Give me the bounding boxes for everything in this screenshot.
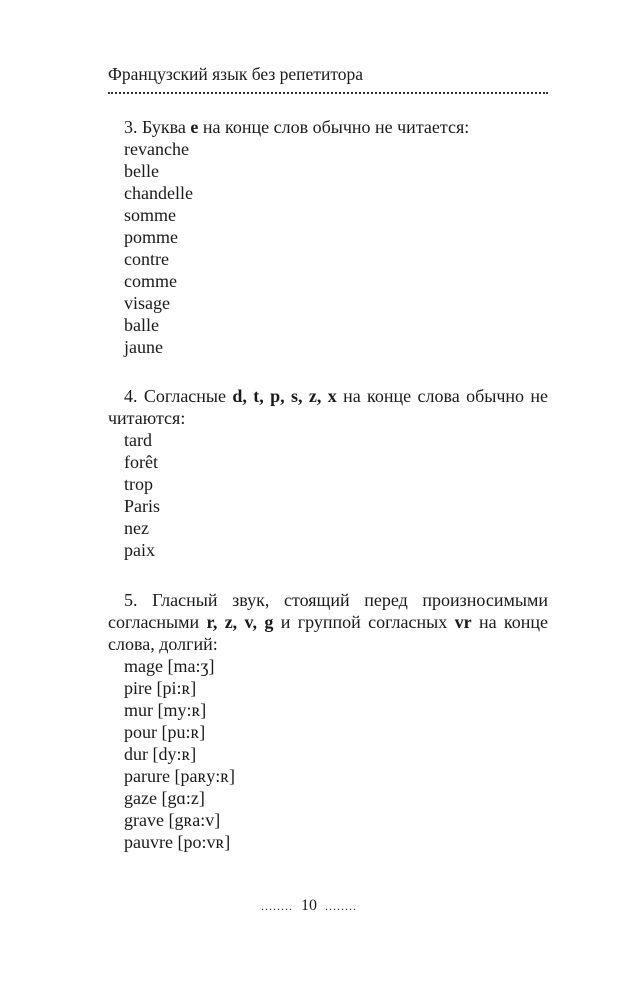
list-item: nez [124, 518, 149, 538]
heading-bold: d, t, p, s, z, x [232, 386, 337, 406]
section-5-heading [108, 589, 548, 655]
list-item: comme [124, 271, 177, 291]
list-item: grave [gʀa:v] [124, 810, 221, 830]
list-item: tard [124, 430, 152, 450]
section-3 [108, 116, 548, 358]
heading-text: 4. Согласные [124, 386, 233, 406]
list-item: somme [124, 205, 176, 225]
heading-text: на конце слов обычно не читается: [198, 117, 470, 137]
list-item: pauvre [po:vʀ] [124, 832, 231, 852]
heading-text: 3. Буква [124, 117, 191, 137]
list-item: forêt [124, 452, 158, 472]
list-item: trop [124, 474, 153, 494]
list-item: parure [paʀy:ʀ] [124, 766, 236, 786]
list-item: visage [124, 293, 170, 313]
word-list [108, 655, 548, 853]
footer-dots: ........ [261, 898, 293, 913]
list-item: paix [124, 540, 155, 560]
heading-text: на конце слова, долгий: [108, 612, 548, 654]
section-4 [108, 385, 548, 561]
list-item: dur [dy:ʀ] [124, 744, 197, 764]
running-header: Французский язык без репетитора [108, 64, 363, 84]
list-item: mage [ma:ʒ] [124, 656, 215, 676]
page-number: 10 [301, 897, 317, 914]
list-item: balle [124, 315, 159, 335]
heading-text: 5. Гласный звук, стоящий перед произносимыми согласными [108, 590, 548, 632]
list-item: gaze [gɑ:z] [124, 788, 205, 808]
page-footer [0, 897, 618, 915]
list-item: revanche [124, 139, 189, 159]
word-list [108, 429, 548, 561]
heading-bold: e [190, 117, 199, 137]
list-item: mur [my:ʀ] [124, 700, 207, 720]
list-item: pour [pu:ʀ] [124, 722, 206, 742]
list-item: pire [pi:ʀ] [124, 678, 197, 698]
list-item: jaune [124, 337, 163, 357]
list-item: Paris [124, 496, 160, 516]
list-item: contre [124, 249, 169, 269]
section-5 [108, 589, 548, 853]
list-item: pomme [124, 227, 178, 247]
heading-text: на конце слова обычно не читаются: [108, 386, 548, 428]
section-3-heading [108, 116, 548, 138]
footer-dots: ........ [325, 898, 357, 913]
word-list [108, 138, 548, 358]
list-item: chandelle [124, 183, 193, 203]
heading-text: и группой согласных [273, 612, 455, 632]
header-divider [108, 92, 548, 94]
section-4-heading [108, 385, 548, 429]
heading-bold: vr [454, 612, 472, 632]
heading-bold: r, z, v, g [206, 612, 274, 632]
list-item: belle [124, 161, 159, 181]
